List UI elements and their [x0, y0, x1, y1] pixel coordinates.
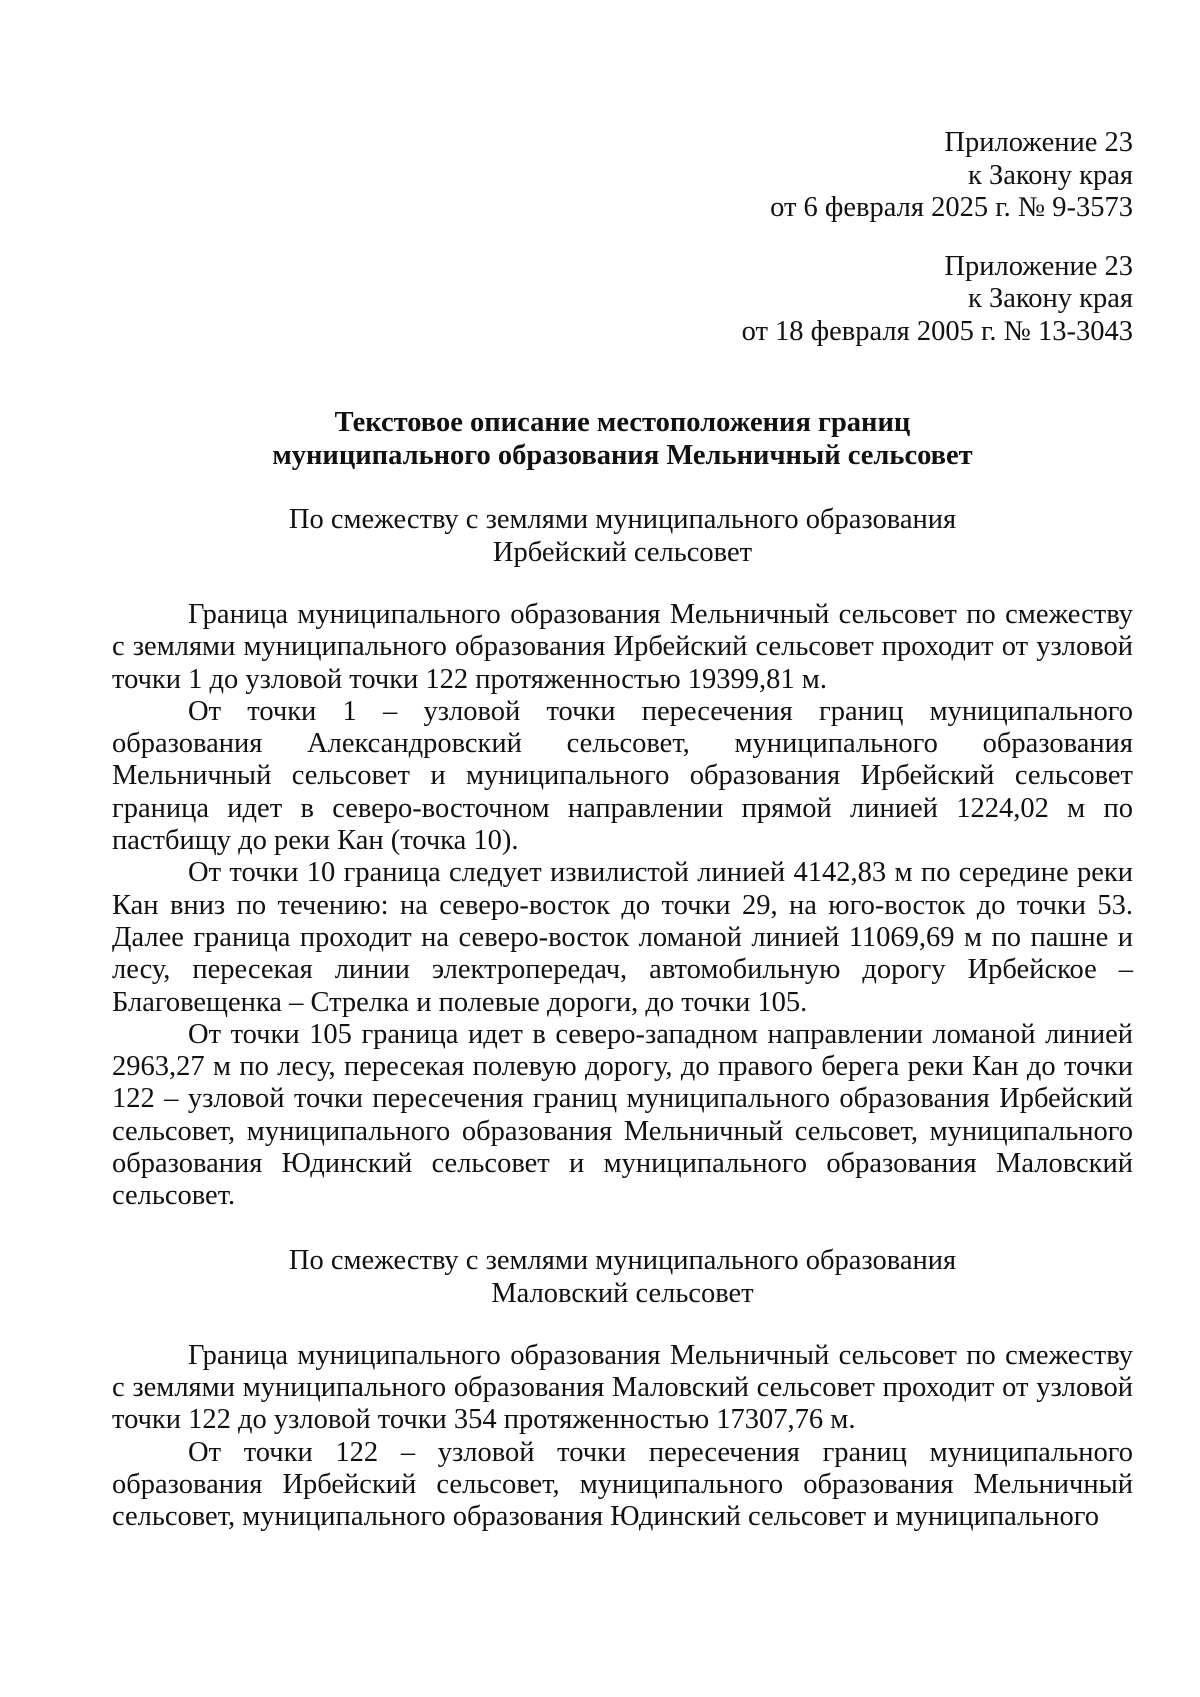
paragraph: Граница муниципального образования Мельничный сельсовет по смежеству с землями муниципального образования Ирбейский сельсовет проходит от узловой точки 1 до узловой точки 122 протяженностью 19399,81 м.: [112, 599, 1133, 695]
section-heading-line: Маловский сельсовет: [491, 1277, 754, 1309]
section-heading-line: Ирбейский сельсовет: [492, 537, 753, 568]
document-title-line: муниципального образования Мельничный сельсовет: [272, 440, 973, 471]
appendix-number: Приложение 23: [944, 127, 1133, 158]
section-heading-malov: [112, 1244, 1133, 1310]
paragraph: От точки 122 – узловой точки пересечения границ муниципального образования Ирбейский сельсовет, муниципального образования Мельничный сельсовет, муниципального образования Юдинский сельсовет и муниципального: [112, 1436, 1133, 1533]
appendix-law-ref: к Закону края: [967, 283, 1133, 314]
section-heading-irbei: [112, 503, 1133, 569]
appendix-law-date: от 6 февраля 2025 г. № 9-3573: [770, 192, 1133, 223]
document-page: [112, 0, 1133, 1533]
paragraph: От точки 105 граница идет в северо-западном направлении ломаной линией 2963,27 м по лесу, пересекая полевую дорогу, до правого берега реки Кан до точки 122 – узловой точки пересечения границ муниципального образования Ирбейский сельсовет, муниципального образования Мельничный сельсовет, муниципального образования Юдинский сельсовет и муниципального образования Маловский сельсовет.: [112, 1018, 1133, 1212]
appendix-header-current: [112, 127, 1133, 225]
appendix-law-ref: к Закону края: [967, 159, 1133, 191]
section-body-malov: [112, 1340, 1133, 1534]
section-heading-line: По смежеству с землями муниципального образования: [288, 504, 957, 535]
appendix-header-original: [112, 251, 1133, 349]
appendix-number: Приложение 23: [944, 250, 1133, 282]
document-title: [112, 406, 1133, 472]
paragraph: От точки 10 граница следует извилистой линией 4142,83 м по середине реки Кан вниз по течению: на северо-восток до точки 29, на юго-восток до точки 53. Далее граница проходит на северо-восток ломаной линией 11069,69 м по пашне и лесу, пересекая линии электропередач, автомобильную дорогу Ирбейское – Благовещенка – Стрелка и полевые дороги, до точки 105.: [112, 857, 1133, 1018]
section-body-irbei: [112, 599, 1133, 1213]
paragraph: От точки 1 – узловой точки пересечения границ муниципального образования Александровский сельсовет, муниципального образования Мельничный сельсовет и муниципального образования Ирбейский сельсовет граница идет в северо-восточном направлении прямой линией 1224,02 м по пастбищу до реки Кан (точка 10).: [112, 695, 1133, 857]
appendix-law-date: от 18 февраля 2005 г. № 13-3043: [741, 315, 1133, 347]
paragraph: Граница муниципального образования Мельничный сельсовет по смежеству с землями муниципального образования Маловский сельсовет проходит от узловой точки 122 до узловой точки 354 протяженностью 17307,76 м.: [112, 1339, 1133, 1436]
document-title-line: Текстовое описание местоположения границ: [334, 407, 911, 438]
section-heading-line: По смежеству с землями муниципального образования: [288, 1244, 957, 1276]
